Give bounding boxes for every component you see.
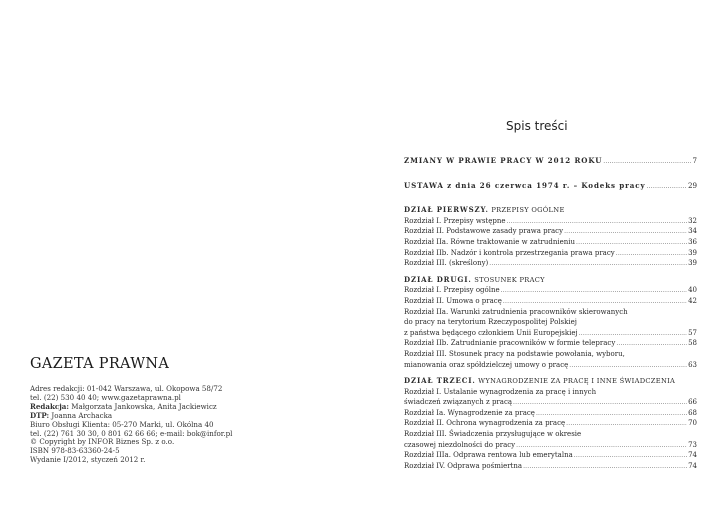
toc-page-number: 66 [688,398,697,407]
toc-entry[interactable] [404,450,697,461]
toc-page-number: 34 [688,227,697,236]
toc-entry-label: Rozdział IIIa. Odprawa rentowa lub emerytalna [404,451,573,460]
toc-page-number: 7 [692,156,697,165]
leader-dots [564,227,687,237]
leader-dots [507,217,688,227]
section-heading[interactable] [404,275,697,286]
leader-dots [576,238,687,248]
toc-entry-line[interactable]: do pracy na terytorium Rzeczypospolitej Polskiej [404,318,577,327]
toc-entry[interactable] [404,248,697,259]
contents-page [364,0,728,515]
toc-entry[interactable] [404,181,697,192]
editors-label: Redakcja: [30,401,69,411]
toc-entry-line[interactable]: Rozdział III. Świadczenia przysługujące w okresie [404,430,582,439]
toc-page-number: 32 [688,216,697,225]
toc-entry[interactable] [404,156,697,167]
leader-dots [616,339,687,349]
imprint-copyright: © Copyright by INFOR Biznes Sp. z o.o. [30,437,175,447]
section-heading-title: PRZEPISY OGÓLNE [488,206,565,215]
toc-entry-line[interactable]: Rozdział I. Ustalanie wynagrodzenia za pracę i innych [404,387,597,396]
toc-entry-label: Rozdział IIb. Zatrudnianie pracowników w formie telepracy [404,339,616,348]
toc-entry-label: USTAWA z dnia 26 czerwca 1974 r. – Kodeks pracy [404,180,646,190]
toc-entry-label: z państwa będącego członkiem Unii Europejskiej [404,328,578,337]
toc-page-number: 74 [688,461,697,470]
leader-dots [569,361,687,371]
table-of-contents [404,156,697,471]
toc-entry-label: Rozdział II. Podstawowe zasady prawa pracy [404,227,564,236]
section-heading[interactable] [404,376,697,387]
toc-entry-label: Rozdział II. Ochrona wynagrodzenia za pracę [404,419,566,428]
leader-dots [603,157,691,167]
leader-dots [516,441,687,451]
toc-entry-label: Rozdział III. (skreślony) [404,259,489,268]
toc-entry[interactable] [404,226,697,237]
toc-page-number: 40 [688,286,697,295]
leader-dots [523,462,687,472]
section-heading-label: DZIAŁ DRUGI. [404,274,472,284]
toc-entry[interactable] [404,285,697,296]
leader-dots [566,419,687,429]
toc-sections [404,205,697,471]
toc-page-number: 57 [688,328,697,337]
leader-dots [536,409,687,419]
toc-entry-line[interactable]: Rozdział III. Stosunek pracy na podstawie powołania, wyboru, [404,349,625,358]
toc-entry-label: Rozdział II. Umowa o pracę [404,296,502,305]
toc-entry[interactable] [404,408,697,419]
section-heading-title: WYNAGRODZENIE ZA PRACĘ I INNE ŚWIADCZENIA [475,377,676,386]
toc-entry[interactable] [404,237,697,248]
publisher-logo: GAZETA PRAWNA [30,356,170,372]
toc-entry-label: Rozdział I. Przepisy wstępne [404,216,506,225]
toc-entry[interactable] [404,418,697,429]
toc-page-number: 39 [688,259,697,268]
toc-entry[interactable] [404,360,697,371]
toc-entry-label: Rozdział Ia. Wynagrodzenie za pracę [404,408,535,417]
toc-entry[interactable] [404,397,697,408]
imprint-edition: Wydanie I/2012, styczeń 2012 r. [30,455,146,465]
editors-names: Małgorzata Jankowska, Anita Jackiewicz [68,401,217,411]
toc-page-number: 63 [688,360,697,369]
toc-entry-label: Rozdział IV. Odprawa pośmiertna [404,461,523,470]
toc-entry[interactable] [404,440,697,451]
toc-entry[interactable] [404,216,697,227]
toc-entry-line[interactable]: Rozdział IIa. Warunki zatrudnienia pracowników skierowanych [404,307,628,316]
toc-page-number: 29 [687,180,697,190]
toc-page-number: 74 [688,451,697,460]
toc-entry[interactable] [404,338,697,349]
leader-dots [574,451,687,461]
section-heading-label: DZIAŁ PIERWSZY. [404,205,489,215]
leader-dots [501,286,687,296]
toc-entry-label: czasowej niezdolności do pracy [404,440,516,449]
section-heading[interactable] [404,205,697,216]
toc-entry-label: Rozdział IIb. Nadzór i kontrola przestrzegania prawa pracy [404,248,615,257]
imprint-block [30,385,330,465]
leader-dots [513,398,687,408]
imprint-address: Adres redakcji: 01-042 Warszawa, ul. Okopowa 58/72 [30,384,223,393]
toc-entry-label: ZMIANY W PRAWIE PRACY W 2012 ROKU [404,156,603,165]
toc-page-number: 36 [688,237,697,246]
toc-entry[interactable] [404,328,697,339]
toc-entry[interactable] [404,258,697,269]
imprint-isbn: ISBN 978-83-63360-24-5 [30,446,120,456]
toc-page-number: 39 [688,248,697,257]
toc-entry-label: mianowania oraz spółdzielczej umowy o pracę [404,360,569,369]
toc-entry[interactable] [404,461,697,472]
leader-dots [503,297,687,307]
dtp-label: DTP: [30,410,50,420]
imprint-contact: tel. (22) 530 40 40; www.gazetaprawna.pl [30,392,181,402]
imprint-service-contact: tel. (22) 761 30 30, 0 801 62 66 66; e-mail: bok@infor.pl [30,428,233,438]
leader-dots [616,249,687,259]
toc-entry[interactable] [404,296,697,307]
section-heading-title: STOSUNEK PRACY [471,275,545,284]
toc-page-number: 42 [688,296,697,305]
toc-page-number: 73 [688,440,697,449]
toc-page-number: 58 [688,339,697,348]
page-title: Spis treści [506,119,568,133]
toc-page-number: 70 [688,419,697,428]
leader-dots [489,259,687,269]
section-heading-label: DZIAŁ TRZECI. [404,376,476,386]
dtp-name: Joanna Archacka [49,410,113,420]
toc-entry-label: świadczeń związanych z pracą [404,398,513,407]
toc-entry-label: Rozdział IIa. Równe traktowanie w zatrudnieniu [404,237,576,246]
toc-page-number: 68 [688,408,697,417]
leader-dots [647,182,687,192]
leader-dots [579,329,687,339]
imprint-service: Biuro Obsługi Klienta: 05-270 Marki, ul. Okólna 40 [30,419,214,429]
toc-entry-label: Rozdział I. Przepisy ogólne [404,286,500,295]
